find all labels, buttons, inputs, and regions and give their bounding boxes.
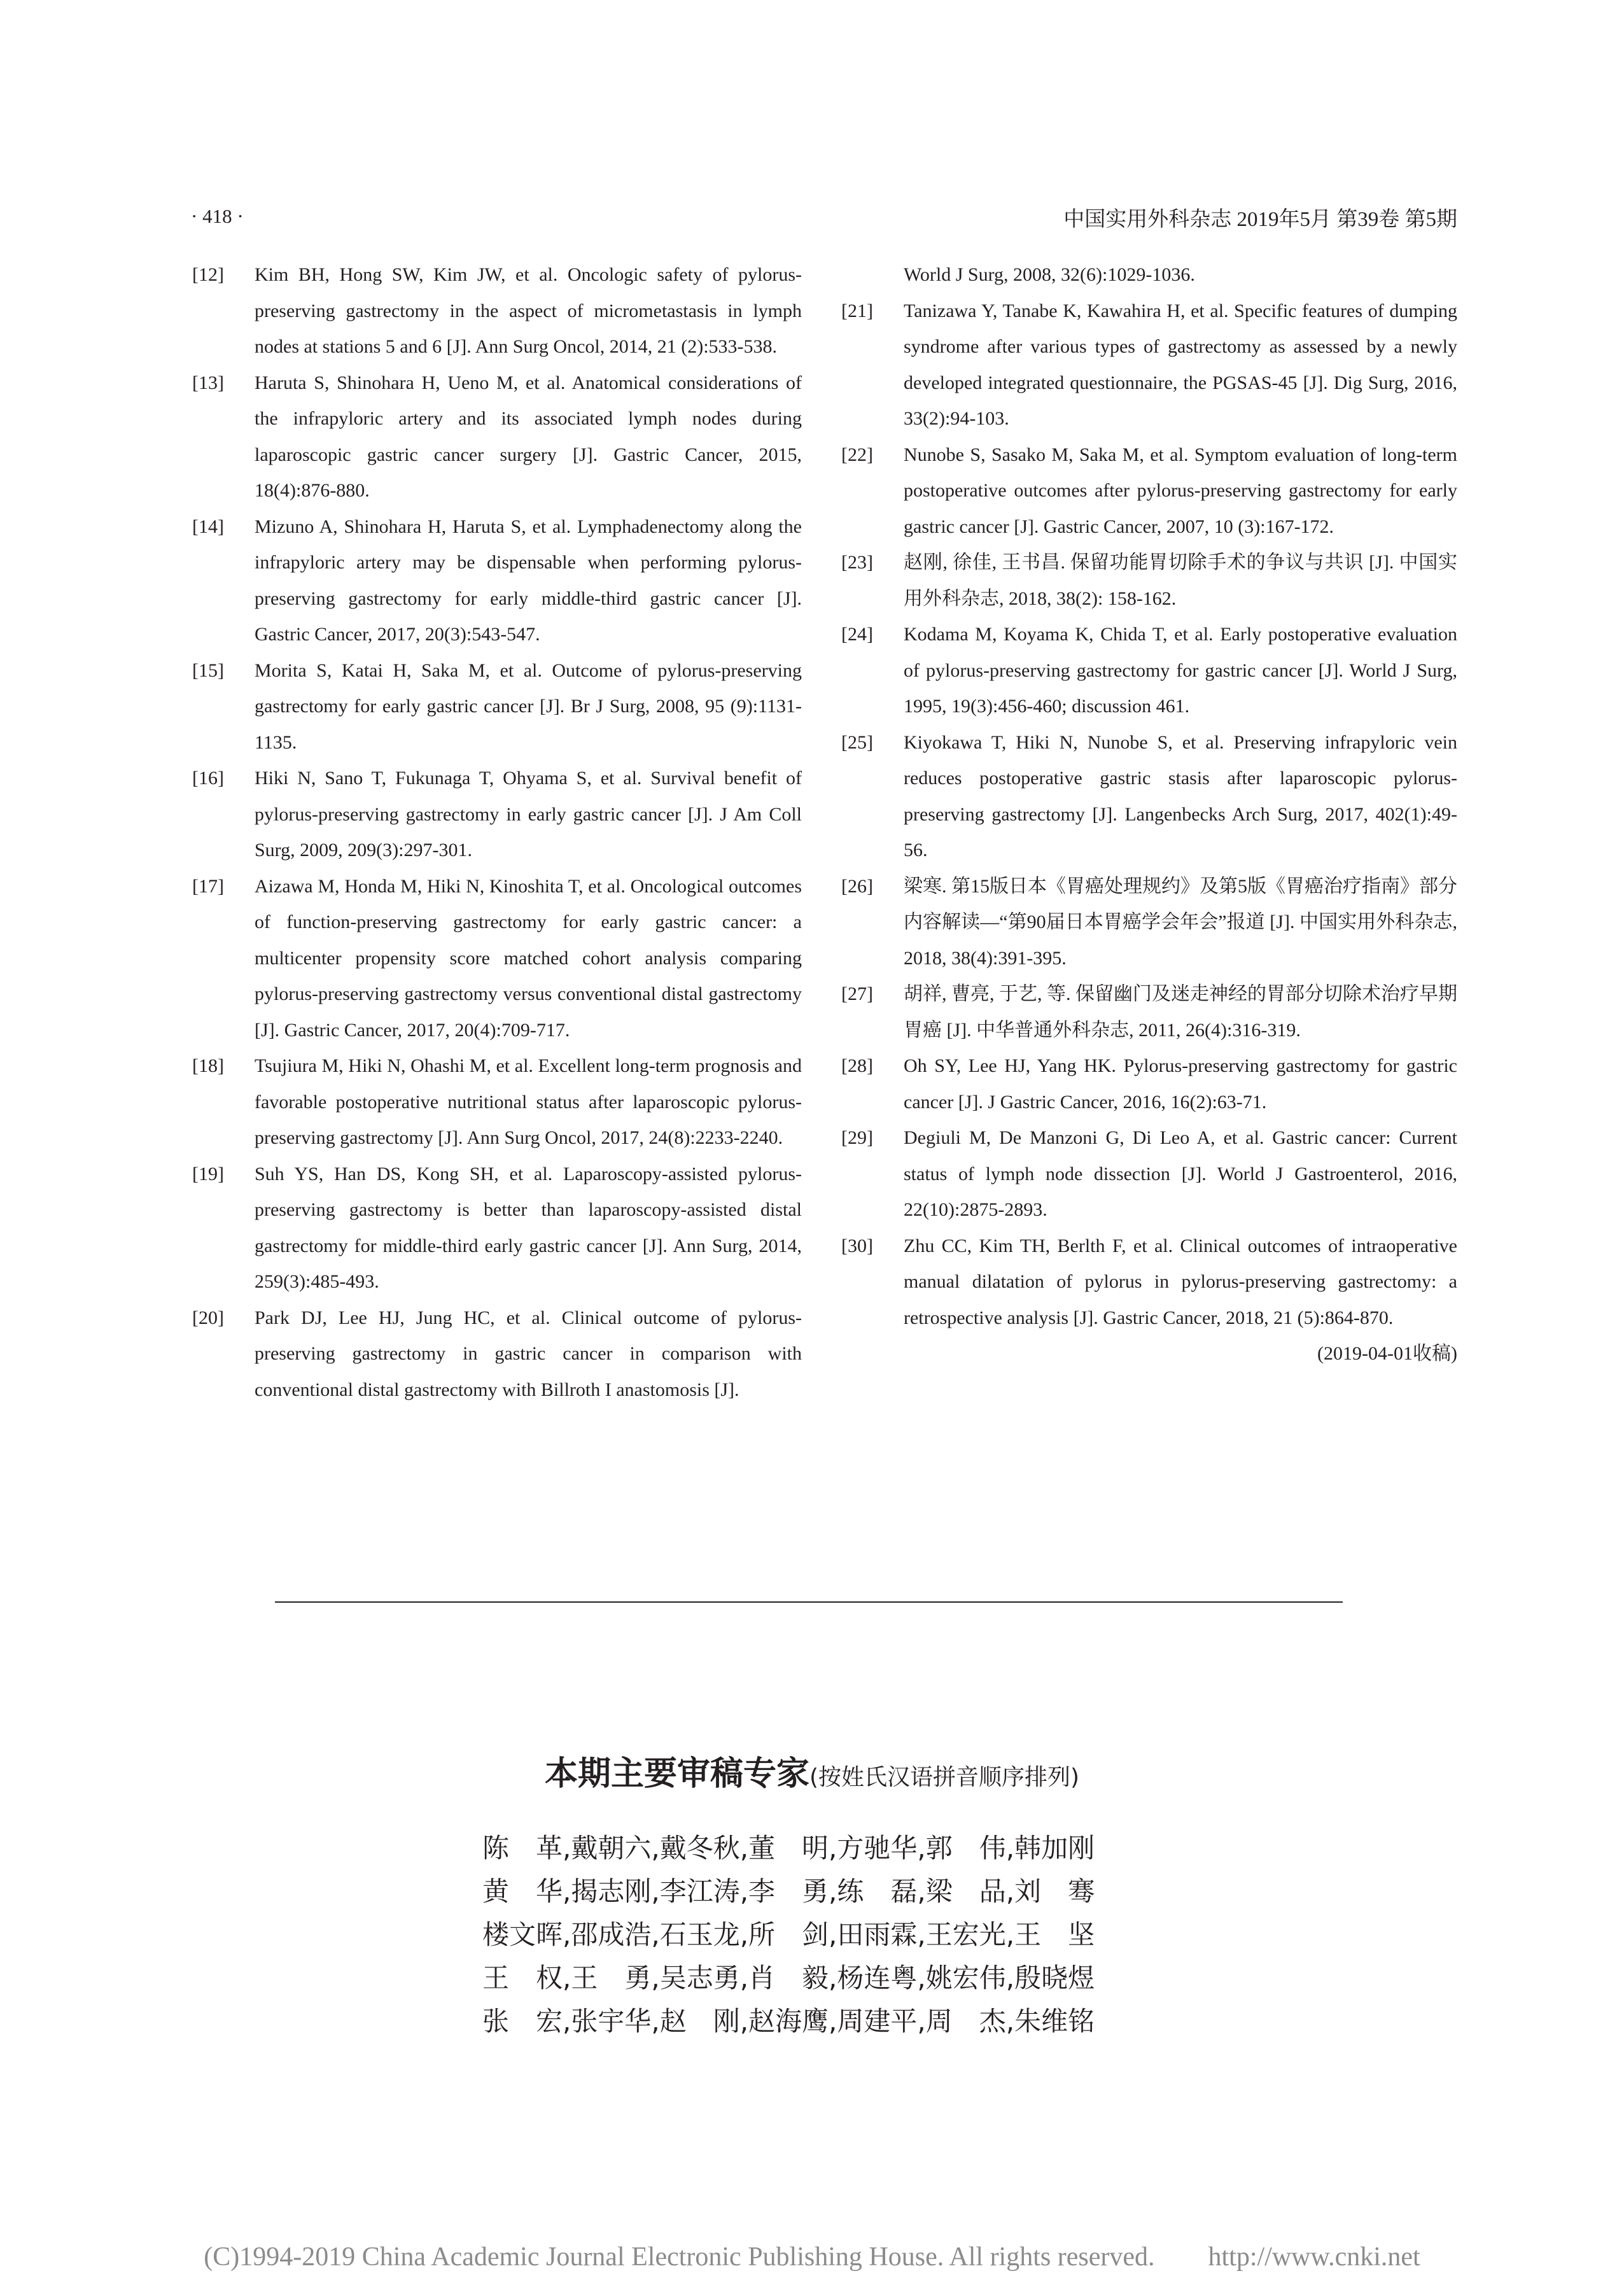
- reference-item: [192, 509, 802, 653]
- reference-text: Kodama M, Koyama K, Chida T, et al. Early postoperative evaluation of pylorus-preserving gastrectomy for gastric cancer [J]. World J Surg, 1995, 19(3):456-460; discussion 461.: [904, 624, 1457, 717]
- reference-item: [841, 725, 1457, 869]
- reference-item: [192, 1157, 802, 1300]
- reference-text: Kim BH, Hong SW, Kim JW, et al. Oncologic safety of pylorus-preserving gastrectomy in the aspect of micrometastasis in lymph nodes at stations 5 and 6 [J]. Ann Surg Oncol, 2014, 21 (2):533-538.: [255, 264, 802, 357]
- reference-number: [15]: [192, 659, 224, 681]
- reference-text: 胡祥, 曹亮, 于艺, 等. 保留幽门及迷走神经的胃部分切除术治疗早期胃癌 [J]. 中华普通外科杂志, 2011, 26(4):316-319.: [904, 983, 1457, 1041]
- reference-text: 赵刚, 徐佳, 王书昌. 保留功能胃切除手术的争议与共识 [J]. 中国实用外科杂志, 2018, 38(2): 158-162.: [904, 552, 1457, 609]
- references-right-column: [841, 257, 1457, 1372]
- reference-item: [841, 976, 1457, 1048]
- reference-number: [16]: [192, 768, 224, 789]
- reference-text: Haruta S, Shinohara H, Ueno M, et al. Anatomical considerations of the infrapyloric artery and its associated lymph nodes during laparoscopic gastric cancer surgery [J]. Gastric Cancer, 2015, 18(4):876-880.: [255, 372, 802, 501]
- reviewer-line: 陈 革,戴朝六,戴冬秋,董 明,方驰华,郭 伟,韩加刚: [482, 1832, 1095, 1864]
- reference-number: [24]: [841, 624, 873, 645]
- reference-text: Morita S, Katai H, Saka M, et al. Outcome of pylorus-preserving gastrectomy for early gastric cancer [J]. Br J Surg, 2008, 95 (9):1131-1135.: [255, 659, 802, 753]
- reference-text: Tanizawa Y, Tanabe K, Kawahira H, et al. Specific features of dumping syndrome after various types of gastrectomy as assessed by a newly developed integrated questionnaire, the PGSAS-45 [J]. Dig Surg, 2016, 33(2):94-103.: [904, 300, 1457, 429]
- reference-item: [841, 1120, 1457, 1228]
- section-divider: [275, 1601, 1343, 1603]
- reference-number: [12]: [192, 264, 224, 285]
- reference-item: [841, 1048, 1457, 1120]
- reference-text: Nunobe S, Sasako M, Saka M, et al. Symptom evaluation of long-term postoperative outcomes after pylorus-preserving gastrectomy for early gastric cancer [J]. Gastric Cancer, 2007, 10 (3):167-172.: [904, 444, 1457, 537]
- reviewers-subtitle: (按姓氏汉语拼音顺序排列): [809, 1764, 1080, 1790]
- reference-number: [27]: [841, 983, 873, 1004]
- reference-number: [25]: [841, 731, 873, 753]
- reference-item: [192, 1300, 802, 1409]
- page-number: · 418 ·: [191, 205, 244, 227]
- reviewers-heading: [0, 1747, 1624, 1794]
- reference-number: [22]: [841, 444, 873, 465]
- reference-text: Degiuli M, De Manzoni G, Di Leo A, et al. Gastric cancer: Current status of lymph node dissection [J]. World J Gastroenterol, 2016, 22(10):2875-2893.: [904, 1127, 1457, 1220]
- reference-continuation: [841, 257, 1457, 293]
- references-left-column: [192, 257, 802, 1408]
- reviewer-names: [482, 1827, 1095, 2043]
- reference-item: [841, 293, 1457, 437]
- reference-number: [26]: [841, 875, 873, 897]
- reference-number: [21]: [841, 300, 873, 321]
- reference-item: [192, 257, 802, 365]
- reference-text: Suh YS, Han DS, Kong SH, et al. Laparoscopy-assisted pylorus-preserving gastrectomy is better than laparoscopy-assisted distal gastrectomy for middle-third early gastric cancer [J]. Ann Surg, 2014, 259(3):485-493.: [255, 1163, 802, 1292]
- reference-text: Mizuno A, Shinohara H, Haruta S, et al. Lymphadenectomy along the infrapyloric artery may be dispensable when performing pylorus-preserving gastrectomy for early middle-third gastric cancer [J]. Gastric Cancer, 2017, 20(3):543-547.: [255, 516, 802, 645]
- reference-text: Park DJ, Lee HJ, Jung HC, et al. Clinical outcome of pylorus-preserving gastrectomy in gastric cancer in comparison with conventional distal gastrectomy with Billroth I anastomosis [J].: [255, 1307, 802, 1400]
- reference-number: [28]: [841, 1055, 873, 1076]
- reference-item: [192, 869, 802, 1049]
- reference-item: [192, 653, 802, 761]
- reference-number: [19]: [192, 1163, 224, 1185]
- copyright-footer: (C)1994-2019 China Academic Journal Electronic Publishing House. All rights reserved. http://www.cnki.net: [204, 2242, 1420, 2272]
- reviewer-line: 张 宏,张宇华,赵 刚,赵海鹰,周建平,周 杰,朱维铭: [482, 2006, 1095, 2037]
- reference-number: [20]: [192, 1307, 224, 1328]
- reference-text: Oh SY, Lee HJ, Yang HK. Pylorus-preserving gastrectomy for gastric cancer [J]. J Gastric Cancer, 2016, 16(2):63-71.: [904, 1055, 1457, 1113]
- reference-number: [14]: [192, 516, 224, 537]
- received-date: (2019-04-01收稿): [1317, 1343, 1457, 1364]
- reference-text: Zhu CC, Kim TH, Berlth F, et al. Clinical outcomes of intraoperative manual dilatation of pylorus in pylorus-preserving gastrectomy: a retrospective analysis [J]. Gastric Cancer, 2018, 21 (5):864-870.: [904, 1235, 1457, 1328]
- reference-text: Aizawa M, Honda M, Hiki N, Kinoshita T, et al. Oncological outcomes of function-preserving gastrectomy for early gastric cancer: a multicenter propensity score matched cohort analysis comparing pylorus-preserving gastrectomy versus conventional distal gastrectomy [J]. Gastric Cancer, 2017, 20(4):709-717.: [255, 875, 802, 1041]
- reference-item: [841, 437, 1457, 545]
- reference-item: [841, 869, 1457, 977]
- reference-text: 梁寒. 第15版日本《胃癌处理规约》及第5版《胃癌治疗指南》部分内容解读—“第90届日本胃癌学会年会”报道 [J]. 中国实用外科杂志, 2018, 38(4):391-395.: [904, 875, 1457, 969]
- reference-number: [17]: [192, 875, 224, 897]
- reviewer-line: 楼文晖,邵成浩,石玉龙,所 剑,田雨霖,王宏光,王 坚: [482, 1919, 1095, 1950]
- reviewer-line: 王 权,王 勇,吴志勇,肖 毅,杨连粤,姚宏伟,殷晓煜: [482, 1962, 1095, 1993]
- reference-number: [13]: [192, 372, 224, 393]
- reference-item: [841, 1228, 1457, 1337]
- reference-text: World J Surg, 2008, 32(6):1029-1036.: [904, 264, 1195, 285]
- reference-text: Tsujiura M, Hiki N, Ohashi M, et al. Excellent long-term prognosis and favorable postoperative nutritional status after laparoscopic pylorus-preserving gastrectomy [J]. Ann Surg Oncol, 2017, 24(8):2233-2240.: [255, 1055, 802, 1148]
- reviewers-title: 本期主要审稿专家: [544, 1755, 809, 1793]
- journal-header: 中国实用外科杂志 2019年5月 第39卷 第5期: [1063, 208, 1457, 231]
- reference-number: [18]: [192, 1055, 224, 1076]
- reference-number: [29]: [841, 1127, 873, 1148]
- reference-text: Kiyokawa T, Hiki N, Nunobe S, et al. Preserving infrapyloric vein reduces postoperative gastric stasis after laparoscopic pylorus-preserving gastrectomy [J]. Langenbecks Arch Surg, 2017, 402(1):49-56.: [904, 731, 1457, 861]
- reference-item: [841, 617, 1457, 725]
- reference-item: [841, 545, 1457, 617]
- reference-item: [192, 761, 802, 869]
- reference-item: [192, 1048, 802, 1157]
- reference-text: Hiki N, Sano T, Fukunaga T, Ohyama S, et al. Survival benefit of pylorus-preserving gastrectomy in early gastric cancer [J]. J Am Coll Surg, 2009, 209(3):297-301.: [255, 768, 802, 861]
- reference-number: [23]: [841, 552, 873, 573]
- reference-number: [30]: [841, 1235, 873, 1256]
- reviewer-line: 黄 华,揭志刚,李江涛,李 勇,练 磊,梁 品,刘 骞: [482, 1876, 1095, 1907]
- reference-item: [192, 365, 802, 509]
